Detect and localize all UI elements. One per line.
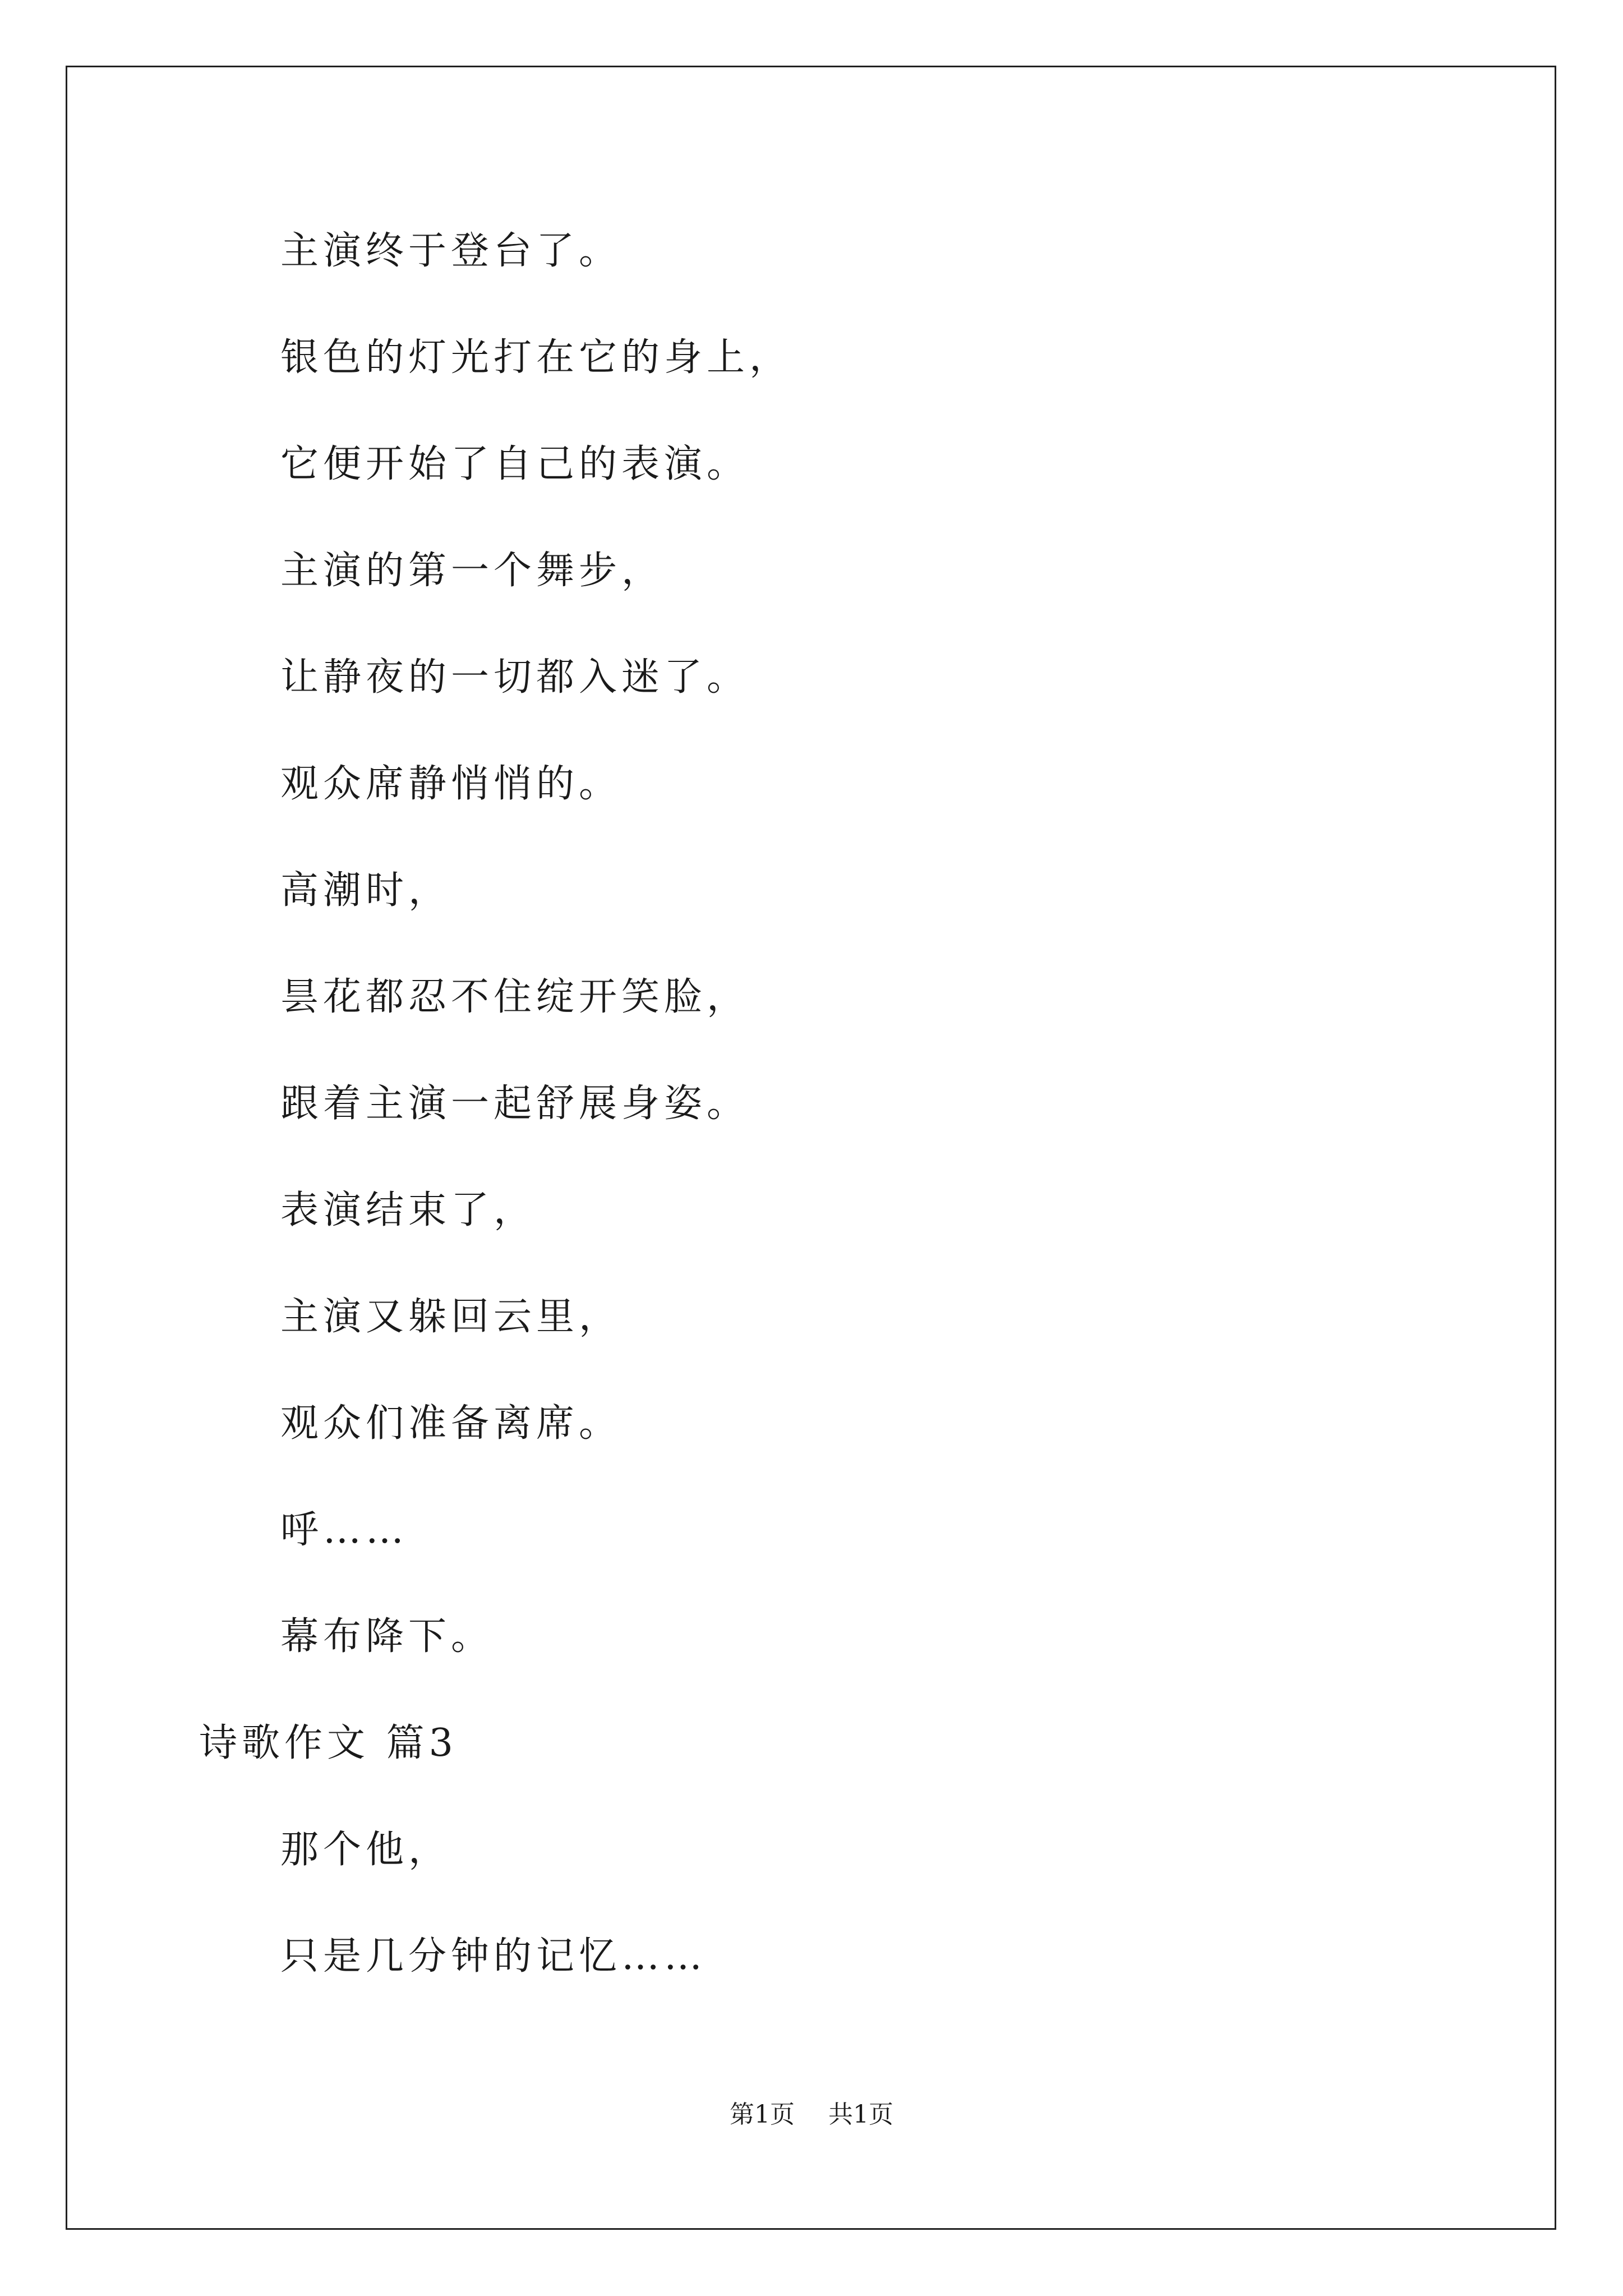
poem-line: 银色的灯光打在它的身上， xyxy=(280,335,792,380)
poem-line: 只是几分钟的记忆…… xyxy=(280,1934,707,1978)
poem-line: 观众席静悄悄的。 xyxy=(280,762,622,806)
section-heading: 诗歌作文 篇3 xyxy=(199,1721,458,1765)
page-border xyxy=(66,66,1556,2230)
poem-line: 让静夜的一切都入迷了。 xyxy=(280,655,750,700)
poem-line: 观众们准备离席。 xyxy=(280,1401,622,1446)
poem-line: 跟着主演一起舒展身姿。 xyxy=(280,1082,750,1126)
poem-line: 主演终于登台了。 xyxy=(280,229,622,273)
poem-line: 幕布降下。 xyxy=(280,1614,494,1659)
poem-line: 那个他， xyxy=(280,1828,451,1872)
page-footer xyxy=(0,2098,1623,2132)
poem-line: 昙花都忍不住绽开笑脸， xyxy=(280,975,750,1019)
poem-line: 呼…… xyxy=(280,1508,409,1552)
poem-line: 高潮时， xyxy=(280,868,451,913)
poem-line: 主演又躲回云里， xyxy=(280,1295,622,1339)
poem-line: 主演的第一个舞步， xyxy=(280,549,665,593)
poem-line: 表演结束了， xyxy=(280,1188,537,1232)
page-number-total: 共1页 xyxy=(828,2100,893,2129)
poem-line: 它便开始了自己的表演。 xyxy=(280,442,750,486)
page-number-current: 第1页 xyxy=(730,2100,795,2129)
